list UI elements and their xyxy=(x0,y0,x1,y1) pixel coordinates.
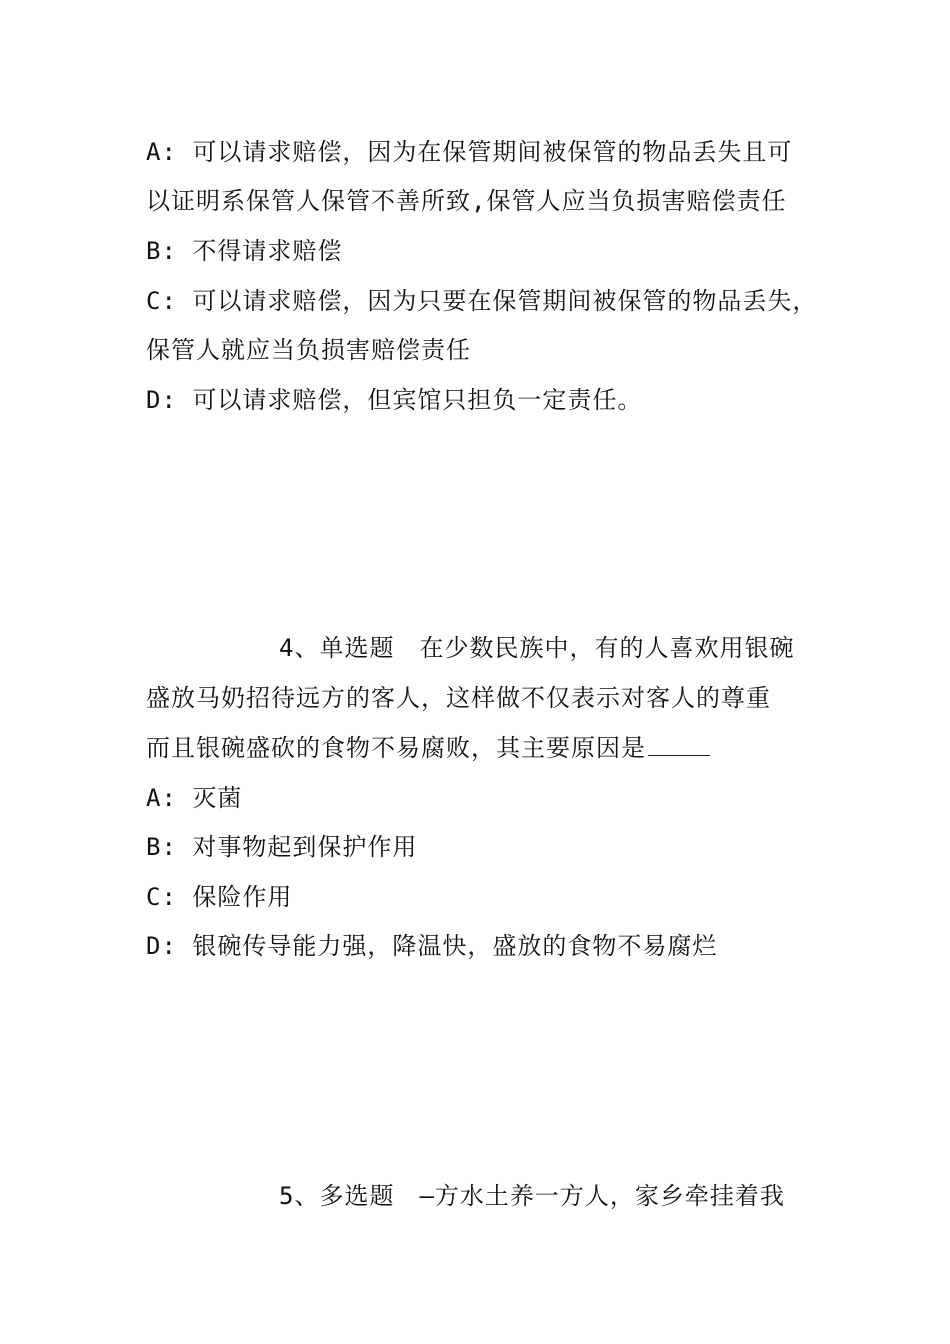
q3-option-a-line2: 以证明系保管人保管不善所致,保管人应当负损害赔偿责任 xyxy=(146,187,787,215)
q4-option-a: A: 灭菌 xyxy=(146,784,243,812)
q4-heading: 4、单选题 在少数民族中，有的人喜欢用银碗 xyxy=(279,634,795,662)
q5-heading: 5、多选题 —方水土养一方人，家乡牵挂着我 xyxy=(279,1182,785,1210)
q4-option-b: B: 对事物起到保护作用 xyxy=(146,833,418,861)
q3-option-d: D: 可以请求赔偿，但宾馆只担负一定责任。 xyxy=(146,386,643,414)
q4-stem-line3 xyxy=(146,733,710,763)
q4-option-c: C: 保险作用 xyxy=(146,883,293,911)
q4-stem-line2: 盛放马奶招待远方的客人，这样做不仅表示对客人的尊重 xyxy=(146,684,771,712)
q3-option-b: B: 不得请求赔偿 xyxy=(146,237,343,265)
q3-option-c-line1: C: 可以请求赔偿，因为只要在保管期间被保管的物品丢失， xyxy=(146,287,818,315)
q3-option-a-line1: A: 可以请求赔偿，因为在保管期间被保管的物品丢失且可 xyxy=(146,138,793,166)
q3-option-c-line2: 保管人就应当负损害赔偿责任 xyxy=(146,336,471,364)
q4-option-d: D: 银碗传导能力强，降温快，盛放的食物不易腐烂 xyxy=(146,932,718,960)
q4-stem-line3-text: 而且银碗盛砍的食物不易腐败，其主要原因是 xyxy=(146,734,646,762)
answer-blank xyxy=(648,733,710,756)
